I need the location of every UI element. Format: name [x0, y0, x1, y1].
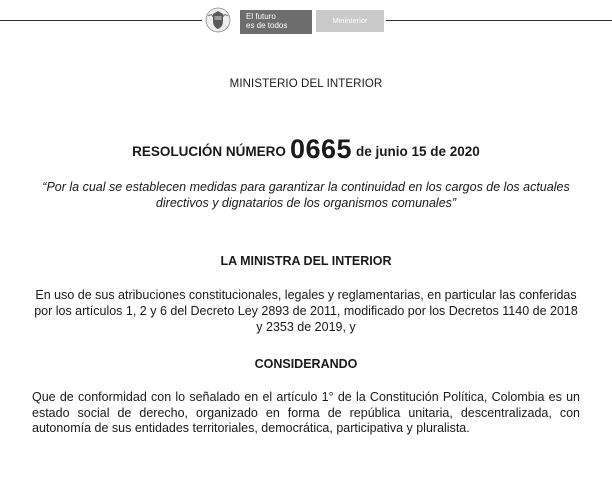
resolution-date: de junio 15 de 2020	[356, 144, 480, 159]
header-rule-right	[386, 20, 612, 21]
preamble-paragraph: En uso de sus atribuciones constitucionales, legales y reglamentarias, en particular las conferidas por los artículos 1, 2 y 6 del Decreto Ley 2893 de 2011, modificado por los Decretos 1140 de 2018 y 2353 de 2019, y	[34, 288, 578, 334]
resolution-label: RESOLUCIÓN NÚMERO	[132, 144, 286, 159]
coat-of-arms-icon	[204, 6, 232, 34]
ministry-brand-logo: Mininterior	[316, 10, 384, 32]
resolution-title	[0, 132, 612, 163]
government-tagline	[240, 10, 312, 34]
resolution-subtitle: “Por la cual se establecen medidas para garantizar la continuidad en los cargos de los actuales directivos y dignatarios de los organismos comunales”	[42, 180, 570, 210]
header-rule-left	[0, 20, 202, 21]
resolution-number: 0665	[289, 134, 353, 164]
ministry-name: MINISTERIO DEL INTERIOR	[229, 78, 383, 90]
considerando-paragraph: Que de conformidad con lo señalado en el artículo 1° de la Constitución Política, Colombia es un estado social de derecho, organizado en forma de república unitaria, descentralizada, con autonomía de sus entidades territoriales, democrática, participativa y pluralista.	[32, 390, 580, 435]
tagline-line-2: es de todos	[246, 21, 288, 30]
considerando-heading: CONSIDERANDO	[254, 357, 358, 371]
tagline-line-1: El futuro	[246, 12, 276, 21]
minister-heading: LA MINISTRA DEL INTERIOR	[220, 254, 392, 268]
